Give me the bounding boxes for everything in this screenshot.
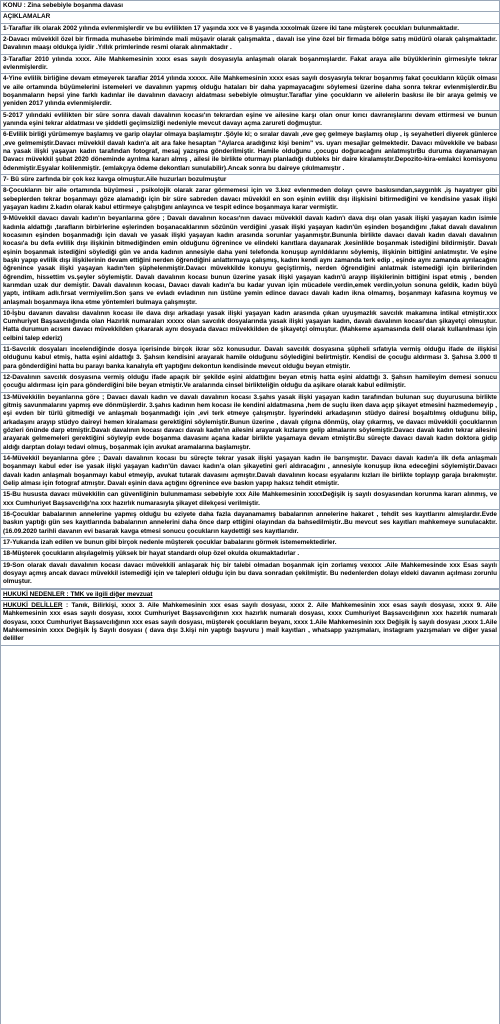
- explanation-item-18: 18-Müşterek çocukların alışılagelmiş yüksek bir hayat standardı olup özel okulda okumaktadırlar .: [1, 548, 499, 559]
- explanation-item-13: 13-Müvekkilin beyanlarına göre ; Davacı davalı kadın ve davalı davalının kocası 3.şahıs yasak ilişki yaşayan kadın tarafından bulunan suç duyurusuna birlikte gitmiş savunmalarını yapmış eve dönmüşlerdir. 3.şahıs kadının hem kocası ile kendini aldatmasına ,hem de suçlu iken dava açıp şikayet etmesini hazmedemeyip , eşi evden bir türlü gitmediği ve anlaşmalı boşanmadığı için ,evi terk etmeye çalışmıştır. İşyerindeki arkadaşının stüdyo dairesi boşaltılmış olduğunu bilip, arkadaşını arayıp stüdyo daireyi hemen kiralaması gerektiğini söylemiştir.Bunun üzerine , davalı çılgına dönmüş, olay çıkarmış, ve davacı müvekkili çocuklarının gözleri önünde darp etmiştir.Davalı davalının kocası davacı davalı kadın'ın ailesini arayarak kızlarını gelip almalarını söylemiştir.Davacı davalı kadın tekrar ailesini arayarak gelmemeleri gerektiğini söyleyip evde boşanma davasını açana kadar birlikte yaşamaya devam etmiştir.Bu süreçte davacı davalı kadın doktora gidip aldığı darptan dolayı tedavi olmuş, boşanmak için avukat aramalarına başlamıştır.: [1, 392, 499, 453]
- explanation-item-2: 2-Davacı müvekkil özel bir firmada muhasebe biriminde mali müşavir olarak çalışmakta , davalı ise yine özel bir firmada bölge satış müdürü olarak çalışmaktadır. Davalının maaşı oldukça iyidir .Yıllık primlerinde resmi olarak alınmaktadır .: [1, 34, 499, 54]
- legal-evidence-section: [1, 600, 499, 646]
- explanations-heading: AÇIKLAMALAR: [1, 11, 499, 22]
- legal-reasons-line: HUKUKİ NEDENLER : TMK ve ilgili diğer mevzuat: [1, 589, 499, 600]
- explanation-item-16: 16-Çocuklar babalarının annelerine yapmış olduğu bu eziyete daha fazla dayanamamış babalarının annelerine hakaret , tehdit ses kayıtlarını almışlardır.Evde baskın yaptığı gün ses kayıtlarında babalarının annelerini daha önce darp ettiğini olayından da bahsedilmiştir..Bu mevcut ses kayıtları mahkemeye sunulacaktır.(16.09.2020 tarihli davanın evi basarak kavga etmesi sonucu çocukların kaydettiği ses kayıtlarıdır.: [1, 509, 499, 537]
- explanation-item-19: 19-Son olarak davalı davalının kocası davacı müvekkili anlaşarak hiç bir talebi olmadan boşanmak için zorlamış vexxxx .Aile Mahkemesinde xxx Esas sayılı dosyayı açmış ancak davacı müvekkil istemediği için ve talepleri olduğu için bu dava sonradan çekilmiştir. Bu nedenlerden dolayı eldeki davanın açılması zorunlu olmuştur.: [1, 560, 499, 589]
- explanation-item-7: 7- Bü süre zarfında bir çok kez kavga olmuştur.Aile huzurları bozulmuştur: [1, 174, 499, 185]
- explanation-item-14: 14-Müvekkil beyanlarına göre ; Davalı davalının kocası bu süreçte tekrar yasak ilişki yaşayan kadın ile barışmıştır. Davacı davalı kadın'a ilk defa anlaşmalı boşanmayı kabul eder ise yasak ilişki yaşayan kadın'ün davacı kadın'a olan şikayetini geri aldıracağını , annesiyle konuşup ikna edeceğini söylemiştir.Davacı davalı kadın anlaşmalı boşanmayı kabul etmeyip, avukat tutarak davasını açmıştır.Davalı davalının kocası eşyalarını kızları ile birlikte toplayıp garaja bırakmıştır. Gelip alması için fotograf atmıştır. Davalı eşinin dava açtığını öğrenince eve baskın yapıp haksız tehdit etmiştir.: [1, 453, 499, 489]
- subject-line: KONU : Zina sebebiyle boşanma davası: [1, 0, 499, 11]
- explanation-item-17: 17-Yukarıda izah edilen ve bunun gibi birçok nedenle müşterek çocuklar babalarını görmek istememektedirler.: [1, 537, 499, 548]
- explanation-item-10: 10-İşbu davanın davalısı davalının kocası ile dava dışı arkadaşı yasak ilişki yaşayan kadın arasında çıkan uyuşmazlık savcılık makamına intikal etmiştir.xxx Cumhuriyet Başsavcılığında olan Hazırlık numaraları xxxxx olan savcılık dosyalarında yasak ilişki yaşayan kadın, davalı davalının kocası'dan şikayetçi olmuştur. Hatta durumun acısını davacı müvekkilden çıkararak aynı dosyada davacı müvekkilden de şikayetçi olmuştur. (Mahkeme aşamasında delil olarak kullanılması için celbini talep ederiz): [1, 308, 499, 344]
- legal-evidence-heading: HUKUKİ DELİLLER: [3, 602, 63, 609]
- explanation-item-8: 8-Çocukların bir aile ortamında büyümesi , psikolojik olarak zarar görmemesi için ve 3.kez evlenmeden dolayı çevre baskısından,saygınlık ,iş hayatıyer gibi sebeplerden tekrar boşanmayı göze alamadığı için bir süre sabreden davacı müvekkil en son eşinin evlilik dışı ilişkisini bitirmediğini ve kendisine yasak ilişki yaşayan kadını 2.kadın olarak kabul ettirmeye çalıştığını anlayınca ve tespit edince boşanmaya karar vermiştir.: [1, 185, 499, 213]
- explanations-list: [1, 23, 499, 589]
- explanation-item-4: 4-Yine evlilik birliğine devam etmeyerek taraflar 2014 yılında xxxxx. Aile Mahkemesinin xxxx esas sayılı dosyasıyla tekrar boşanmış fakat çocukların küçük olması ve aile ortamında büyümelerini istemeleri ve davalının yapmış olduğu hataları bir daha yapmayacağını söylemesi üzerine daha sonra tekrar evlenmişlerdir.Bu boşanmaların hepsi yine farklı kadınlar ile davalının davacıyı aldatması sebebiyle olmuştur.Taraflar yine çocukların ve ailelerin baskısı ile bir araya gelmiş ve yeniden 2017 yılında evlenmişlerdir.: [1, 73, 499, 109]
- explanation-item-5: 5-2017 yılındaki evlilikten bir süre sonra davalı davalının kocası'ın tekrardan eşine ve ailesine karşı olan onur kırıcı davranışlarını devam ettirmesi ve bunun yanında eşini tekrar aldatması ve şiddetli geçimsizliği nedeniyle mevcut davayı açma zarureti doğmuştur.: [1, 110, 499, 130]
- explanation-item-12: 12-Davalının savcılık dosyasına vermiş olduğu ifade apaçık bir şekilde eşini aldattığını beyan etmiş hatta eşini aldattığı 3. Şahsın hamileyim demesi sonucu çocuğu aldırması için para gönderdiğini bile beyan etmiştir.Ve aralarında cinsel birlikteliğin olduğu da aşikare olarak kabul edilmiştir.: [1, 372, 499, 392]
- explanation-item-1: 1-Taraflar ilk olarak 2002 yılında evlenmişlerdir ve bu evlilikten 17 yaşında xxx ve 8 yaşında xxxolmak üzere iki tane müşterek çocukları bulunmaktadır.: [1, 23, 499, 34]
- explanation-item-9: 9-Müvekkil davacı davalı kadın'ın beyanlarına göre ; Davalı davalının kocası'nın davacı müvekkil davalı kadın'ı dava dışı olan yasak ilişki yaşayan kadın isimle kadınla aldattığı ,tarafların birbirlerine eşlerinden boşanacaklarının sözünün verdiğini ,yasak ilişki yaşayan kadın'ün eşinden boşandığını ,fakat davalı davalının kocasının eşinden boşanmadığı için davalı ve yasak ilişki yaşayan kadın arasında sorunlar yaşanmıştır.Bununla birlikte davacı davalı kadın davalı davalının kocası'a bu defa evlilik dışı ilişkinin bitmediğinden emin olduğunu öğrenince ve elindeki kanıtlara dayanarak ,kesinlikle boşanmak istediğini bildirmiştir. Davalı eşinin boşanmak istediğini söylediği gün ve anda kadının annesiyle daha yeni telefonda konuşup ayrıldıklarını söylemiş, ilişkinin bittiğini anlatmıştır. Ve eşine başkı yapıp evlilik dışı ilişkilerinin devam ettiğini nerden öğrendiğini anlattırmaya çalışmış, kadını kendi aynı zamanda terk edip , eşinde aynı zamanda ayrılacağını öğrenince yasak ilişki yaşayan kadın'ten şüphelenmiştir.Davacı müvekkilde konuyu geçiştirmiş, nerden öğrendiğini anlatmak istemediği için birilerinden öğrendim, hissettim vs.şeyler söylemiştir. Davalı davalının kocası bunun üzerine yasak ilişki yaşayan kadın'ü arayıp ilişkilerinin bittiğini ispat etmiş , benden karımdan uzak dur demiştir. Davalı davalının kocası, Davacı davalı kadın'a bu kadar yuvan için mücadele verdin,emek verdin,yolun sonuna geldik, kadın büyü yaptı, intikam adlı.fırsat vermiyelim.Son şans ve evladı evladının nın üstüne yemin edince davacı davalı kadın ikna olmamış, boşanmayı kafasına koymuş ve anlaşmalı boşanmaya ikna etme yöntemleri bulmaya çalışmıştır.: [1, 213, 499, 308]
- legal-evidence-text: : Tanık, Bilirkişi, xxxx 3. Aile Mahkemesinin xxx esas sayılı dosyası, xxxx 2. Aile Mahkemesinin xxx esas sayılı dosyası, xxxx 9. Aile Mahkemesinin xxx esas sayılı dosyası, xxxx Cumhuriyet Başsavcılığının xxx hazırlık numaralı dosyası, xxxx Cumhuriyet Başsavcılığının xxx hazırlık numaralı dosyası, xxxx Cumhuriyet Başsavcılığının xxx esas sayılı dosyası, müşterek çocukların beyanı, xxxx 1.Aile Mahkemesinin xxx Değişik İş sayılı dosyası ,xxxx 1.Aile Mahkemesinin xxxx Değişik İş Sayılı dosyası ( dava dışı 3.kişi nin yaptığı başvuru ) mail kayıtları , whatsapp yazışmaları, instagram yazışmaları ve diğer yasal deliller: [3, 602, 497, 643]
- explanation-item-15: 15-Bu hususta davacı müvekkilin can güvenliğinin bulunmaması sebebiyle xxx Aile Mahkemesinin xxxxDeğişik iş sayılı dosyasından korunma kararı alınmış, ve xxx Cumhuriyet Başsavcılığı'na xxx hazırlık numarasıyla şikayet dilekçesi verilmiştir.: [1, 489, 499, 509]
- explanation-item-3: 3-Taraflar 2010 yılında xxxx. Aile Mahkemesinin xxxx esas sayılı dosyasıyla anlaşmalı olarak boşanmışlardır. Fakat araya aile büyüklerinin girmesiyle tekrar evlenmişlerdir.: [1, 54, 499, 74]
- explanation-item-11: 11-Savcılık dosyaları incelendiğinde dosya içerisinde birçok ikrar söz konusudur. Davalı savcılık dosyasına şüpheli sıfatıyla vermiş olduğu ifade de ilişkisi olduğunu kabul etmiş, hatta eşini aldattığı 3. Şahsın kendisini arayarak hamile olduğunu söylediğini belirtmiştir. Kendisi de çocuğu aldırması 3. Şahısa 3.000 tl para gönderdiğini hatta bu parayı banka kanalıyla eft yaptığını dekontun kendisinde mevcut olduğu beyan etmiştir.: [1, 344, 499, 372]
- explanation-item-6: 6-Evlilik birliği yürümemye başlamış ve garip olaylar olmaya başlamıştır .Şöyle ki; o sıralar davalı ,eve geç gelmeye başlamış olup , iş seyahetleri diyerek günlerce ,eve gelmemiştir.Davacı müvekkil davalı kadın'a ait ara fake hesaptan "Aylarca aradığınız kişi benim" vs. uyarı mesajlar gelmektedir. Davacı müvekkile ve babası na yasak ilişki yaşayan kadın tarafından fotograf, mesaj yazışma gönderilmiştir. Hamile olduğunu ,çocugu doğuracağını anlatmıştırBu duruma dayanamayan Davacı müvekkil şubat 2020 döneminde ayrılma kararı almış , ailesi ile birlikte oturmayı planladığı dubleks bir daire kiralamıştır.Depozito-kira-emlakci komisyonu ödenmiştir.Eşyalar kolilenmiştir. (emlakçıya ödeme dekontları sunulabilir).Ancak sonra bu daireye çıkılmamıştır .: [1, 129, 499, 174]
